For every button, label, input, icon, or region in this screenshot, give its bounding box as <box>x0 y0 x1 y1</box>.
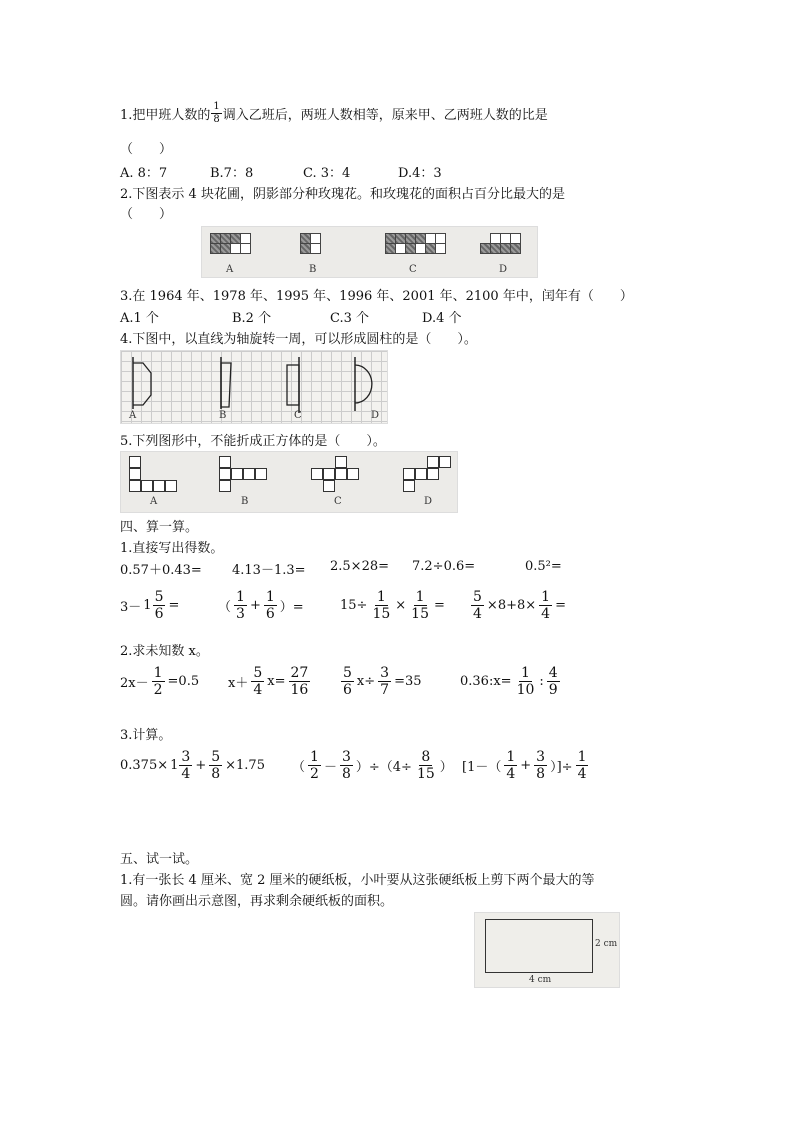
calc-4: 7.2÷0.6= <box>412 559 476 574</box>
q4-label-d: D <box>371 410 380 421</box>
compute-2: （ $\frac{1}{2}$ － $\frac{3}{8}$ ）÷（4÷ $\frac{8}{15}$ ） <box>292 749 453 782</box>
q5-label-a: A <box>150 496 158 507</box>
sec4-sub1: 1.直接写出得数。 <box>120 541 224 556</box>
calc-7: （ $\frac{1}{3}$ + $\frac{1}{6}$ ）= <box>218 589 304 622</box>
cardboard-width-label: 4 cm <box>529 975 552 985</box>
q2-text: 2.下图表示 4 块花圃，阴影部分种玫瑰花。和玫瑰花的面积占百分比最大的是 <box>120 187 565 202</box>
equation-4: 0.36:x= $\frac{1}{10}$ : $\frac{4}{9}$ <box>460 665 558 698</box>
q5-label-b: B <box>241 496 249 507</box>
q1-option-d: D.4：3 <box>398 166 442 181</box>
q5-label-c: C <box>334 496 342 507</box>
calc-8: 15÷ $\frac{1}{15}$ × $\frac{1}{15}$ = <box>340 589 445 622</box>
equation-1: 2x－ $\frac{1}{2}$ =0.5 <box>120 665 200 698</box>
calc-5: 0.5²= <box>525 559 562 574</box>
q3-option-a: A.1 个 <box>120 311 159 326</box>
q5-text: 5.下列图形中，不能折成正方体的是（ ）。 <box>120 434 386 449</box>
q4-rotation-figure <box>120 350 388 424</box>
q1-option-b: B.7：8 <box>210 166 254 181</box>
sec4-sub2: 2.求未知数 x。 <box>120 644 209 659</box>
q3-option-b: B.2 个 <box>232 311 272 326</box>
q5-cube-nets-figure <box>120 451 458 513</box>
cardboard-height-label: 2 cm <box>595 939 618 949</box>
cardboard-rectangle <box>485 919 593 973</box>
calc-3: 2.5×28= <box>330 559 390 574</box>
q1-option-a: A. 8：7 <box>120 166 168 181</box>
q1-answer-paren: （ ） <box>120 142 173 157</box>
q1-fraction: $\frac{1}{8}$ <box>213 101 220 125</box>
q3-text: 3.在 1964 年、1978 年、1995 年、1996 年、2001 年、2100 年中，闰年有（ ） <box>120 289 633 304</box>
q2-answer-paren: （ ） <box>120 207 173 222</box>
calc-2: 4.13－1.3= <box>232 563 306 578</box>
q4-text: 4.下图中，以直线为轴旋转一周，可以形成圆柱的是（ ）。 <box>120 332 477 347</box>
q2-flowerbeds-figure <box>201 226 538 278</box>
compute-3: [1－（ $\frac{1}{4}$ + $\frac{3}{8}$ ）]÷ $\frac{1}{4}$ <box>462 749 587 782</box>
equation-2: x＋ $\frac{5}{4}$ x= $\frac{27}{16}$ <box>228 665 309 698</box>
compute-1: 0.375× 1 $\frac{3}{4}$ + $\frac{5}{8}$ ×1.75 <box>120 749 265 782</box>
calc-9: $\frac{5}{4}$ ×8+8× $\frac{1}{4}$ = <box>473 589 566 622</box>
section-4-title: 四、算一算。 <box>120 520 199 535</box>
q2-label-d: D <box>499 264 508 275</box>
q3-option-c: C.3 个 <box>330 311 370 326</box>
q1-option-c: C. 3：4 <box>303 166 351 181</box>
q1-text: 1.把甲班人数的 $\frac{1}{8}$ 调入乙班后，两班人数相等，原来甲、乙两班人数的比是 <box>120 101 548 125</box>
q5-label-d: D <box>424 496 433 507</box>
q4-label-a: A <box>129 410 137 421</box>
q4-label-c: C <box>294 410 302 421</box>
sec5-q1-line1: 1.有一张长 4 厘米、宽 2 厘米的硬纸板，小叶要从这张硬纸板上剪下两个最大的等 <box>120 873 595 888</box>
q2-label-b: B <box>309 264 317 275</box>
equation-3: $\frac{5}{6}$ x÷ $\frac{3}{7}$ =35 <box>343 665 422 698</box>
section-5-title: 五、试一试。 <box>120 852 199 867</box>
cardboard-figure <box>474 912 620 988</box>
sec4-sub3: 3.计算。 <box>120 728 172 743</box>
calc-1: 0.57＋0.43= <box>120 563 202 578</box>
q2-label-a: A <box>226 264 234 275</box>
q2-label-c: C <box>409 264 417 275</box>
q4-label-b: B <box>219 410 227 421</box>
q3-option-d: D.4 个 <box>422 311 462 326</box>
calc-6: 3－ 1 $\frac{5}{6}$ = <box>120 589 180 622</box>
sec5-q1-line2: 圆。请你画出示意图，再求剩余硬纸板的面积。 <box>120 894 394 909</box>
